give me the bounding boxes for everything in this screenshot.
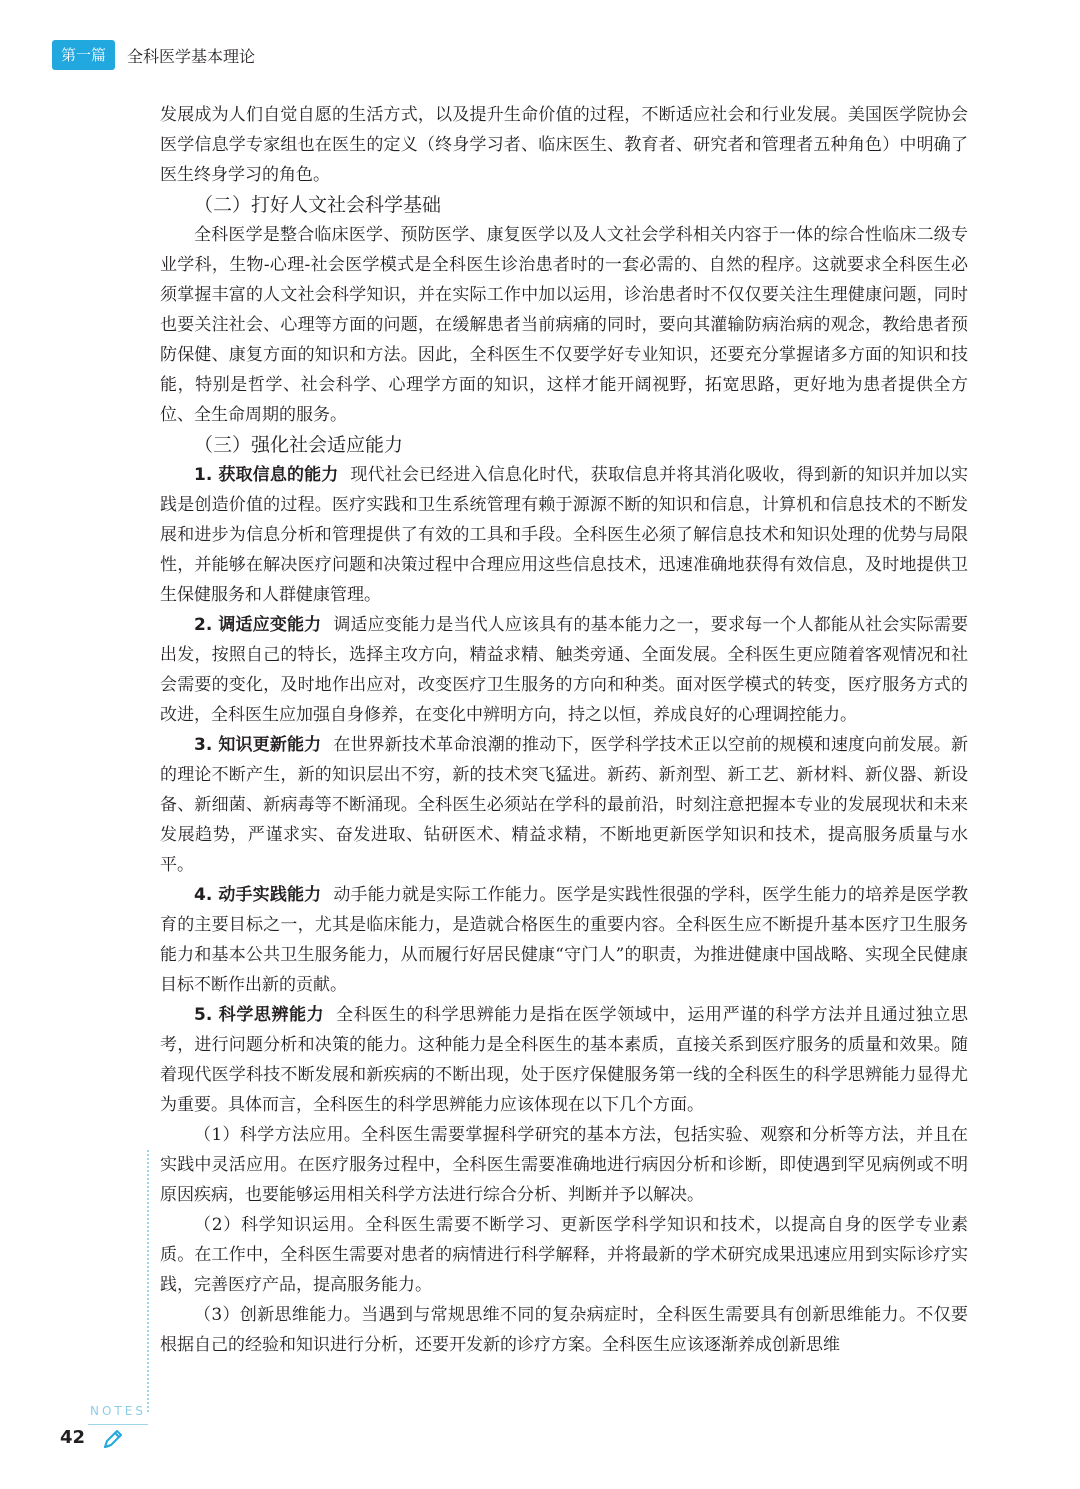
item-text: 现代社会已经进入信息化时代，获取信息并将其消化吸收，得到新的知识并加以实践是创造价值的过程。医疗实践和卫生系统管理有赖于源源不断的知识和信息，计算机和信息技术的不断发展和进步为信息分析和管理提供了有效的工具和手段。全科医生必须了解信息技术和知识处理的优势与局限性，并能够在解决医疗问题和决策过程中合理应用这些信息技术，迅速准确地获得有效信息，及时地提供卫生保健服务和人群健康管理。: [160, 465, 968, 605]
item-title: 2. 调适应变能力: [194, 615, 322, 635]
item-text: 调适应变能力是当代人应该具有的基本能力之一，要求每一个人都能从社会实际需要出发，按照自己的特长，选择主攻方向，精益求精、触类旁通、全面发展。全科医生更应随着客观情况和社会需要的变化，及时地作出应对，改变医疗卫生服务的方向和种类。面对医学模式的转变，医疗服务方式的改进，全科医生应加强自身修养，在变化中辨明方向，持之以恒，养成良好的心理调控能力。: [160, 615, 968, 725]
pencil-icon: [100, 1426, 126, 1452]
item-text: 动手能力就是实际工作能力。医学是实践性很强的学科，医学生能力的培养是医学教育的主要目标之一，尤其是临床能力，是造就合格医生的重要内容。全科医生应不断提升基本医疗卫生服务能力和基本公共卫生服务能力，从而履行好居民健康“守门人”的职责，为推进健康中国战略、实现全民健康目标不断作出新的贡献。: [160, 885, 968, 995]
notes-margin-rule: [147, 1150, 149, 1412]
subitem-innovative-thinking: （3）创新思维能力。当遇到与常规思维不同的复杂病症时，全科医生需要具有创新思维能力。不仅要根据自己的经验和知识进行分析，还要开发新的诊疗方案。全科医生应该逐渐养成创新思维: [160, 1305, 968, 1355]
item-knowledge-update-ability: [160, 730, 968, 880]
item-title: 1. 获取信息的能力: [194, 465, 339, 485]
part-title: 全科医学基本理论: [127, 46, 256, 66]
item-text: 在世界新技术革命浪潮的推动下，医学科学技术正以空前的规模和速度向前发展。新的理论不断产生，新的知识层出不穷，新的技术突飞猛进。新药、新剂型、新工艺、新材料、新仪器、新设备、新细菌、新病毒等不断涌现。全科医生必须站在学科的最前沿，时刻注意把握本专业的发展现状和未来发展趋势，严谨求实、奋发进取、钻研医术、精益求精，不断地更新医学知识和技术，提高服务质量与水平。: [160, 735, 968, 875]
item-title: 5. 科学思辨能力: [194, 1005, 325, 1025]
item-information-ability: [160, 460, 968, 610]
item-title: 4. 动手实践能力: [194, 885, 322, 905]
section-heading-3: （三）强化社会适应能力: [194, 434, 404, 456]
paragraph-intro: 发展成为人们自觉自愿的生活方式，以及提升生命价值的过程，不断适应社会和行业发展。美国医学院协会医学信息学专家组也在医生的定义（终身学习者、临床医生、教育者、研究者和管理者五种角色）中明确了医生终身学习的角色。: [160, 105, 968, 185]
paragraph-humanities: 全科医学是整合临床医学、预防医学、康复医学以及人文社会学科相关内容于一体的综合性临床二级专业学科，生物-心理-社会医学模式是全科医生诊治患者时的一套必需的、自然的程序。这就要求全科医生必须掌握丰富的人文社会科学知识，并在实际工作中加以运用，诊治患者时不仅仅要关注生理健康问题，同时也要关注社会、心理等方面的问题，在缓解患者当前病痛的同时，要向其灌输防病治病的观念，教给患者预防保健、康复方面的知识和方法。因此，全科医生不仅要学好专业知识，还要充分掌握诸多方面的知识和技能，特别是哲学、社会科学、心理学方面的知识，这样才能开阔视野，拓宽思路，更好地为患者提供全方位、全生命周期的服务。: [160, 225, 968, 425]
notes-label: NOTES: [90, 1404, 146, 1418]
notes-underline: [88, 1424, 148, 1425]
page-body: [160, 100, 968, 1360]
section-heading-2: （二）打好人文社会科学基础: [194, 194, 442, 216]
item-title: 3. 知识更新能力: [194, 735, 322, 755]
subitem-scientific-method: （1）科学方法应用。全科医生需要掌握科学研究的基本方法，包括实验、观察和分析等方法，并且在实践中灵活应用。在医疗服务过程中，全科医生需要准确地进行病因分析和诊断，即使遇到罕见病例或不明原因疾病，也要能够运用相关科学方法进行综合分析、判断并予以解决。: [160, 1125, 968, 1205]
item-scientific-thinking-ability: [160, 1000, 968, 1120]
page-number: 42: [60, 1427, 86, 1448]
subitem-scientific-knowledge: （2）科学知识运用。全科医生需要不断学习、更新医学科学知识和技术，以提高自身的医学专业素质。在工作中，全科医生需要对患者的病情进行科学解释，并将最新的学术研究成果迅速应用到实际诊疗实践，完善医疗产品，提高服务能力。: [160, 1215, 968, 1295]
item-text: 全科医生的科学思辨能力是指在医学领域中，运用严谨的科学方法并且通过独立思考，进行问题分析和决策的能力。这种能力是全科医生的基本素质，直接关系到医疗服务的质量和效果。随着现代医学科技不断发展和新疾病的不断出现，处于医疗保健服务第一线的全科医生的科学思辨能力显得尤为重要。具体而言，全科医生的科学思辨能力应该体现在以下几个方面。: [160, 1005, 968, 1115]
page-header: [52, 40, 255, 70]
item-practice-ability: [160, 880, 968, 1000]
item-adaptation-ability: [160, 610, 968, 730]
part-badge: 第一篇: [52, 40, 115, 70]
